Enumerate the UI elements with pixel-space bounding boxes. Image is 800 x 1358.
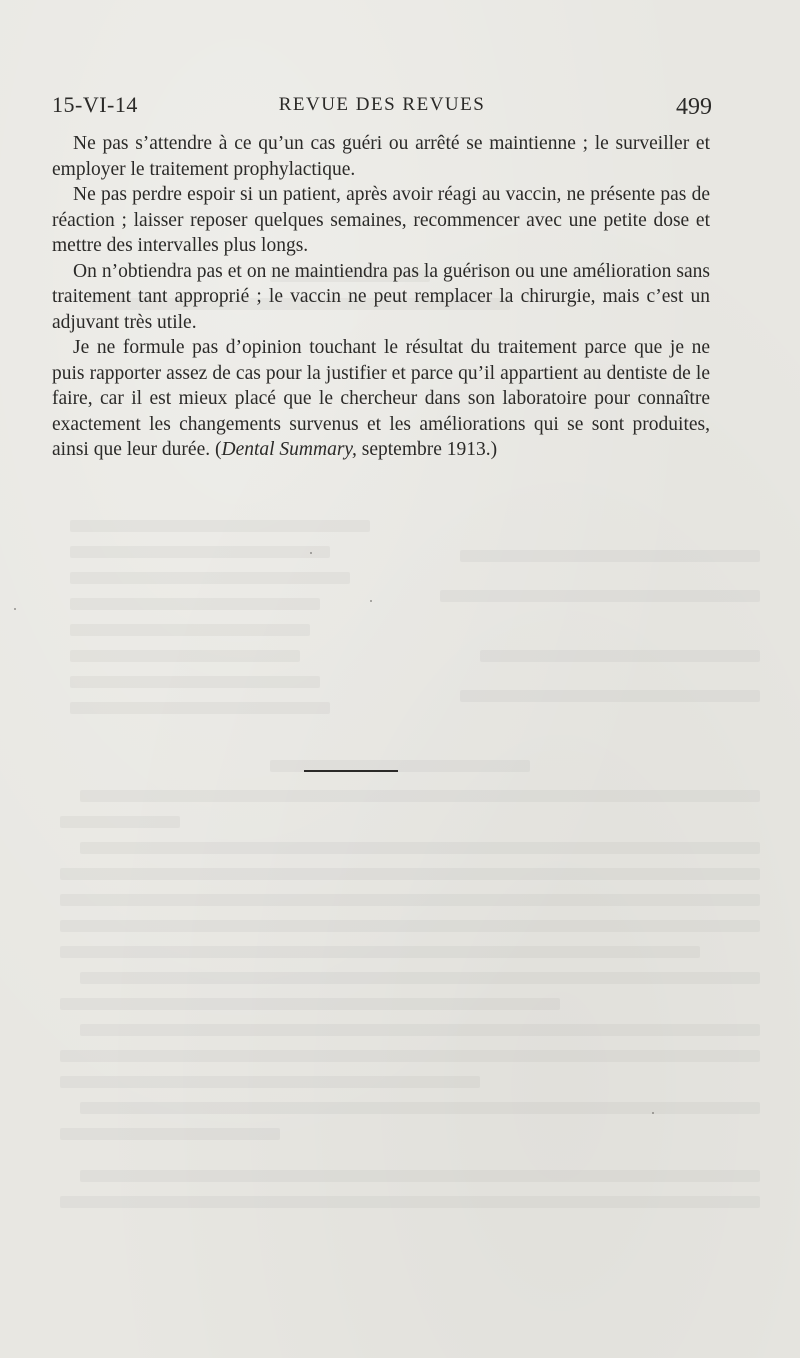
page-speck [14, 608, 16, 610]
source-citation: Dental Summary, [221, 439, 357, 460]
paragraph-text: Je ne formule pas d’opinion touchant le résultat du traitement parce que je ne puis rapporter assez de cas pour la justifier et parce qu’il appartient au dentiste de le faire, car il est mieux placé que le chercheur dans son laboratoire pour connaître exactement les changements survenus et les améliorations qui se sont produites, ainsi que leur durée. ( [52, 337, 710, 460]
issue-date: 15-VI-14 [52, 92, 138, 117]
paragraph [52, 335, 710, 463]
paragraph: Ne pas s’attendre à ce qu’un cas guéri ou arrêté se maintienne ; le surveiller et employer le traitement prophylactique. [52, 133, 710, 180]
article-body [52, 131, 710, 463]
page-speck [370, 600, 372, 602]
page-speck [310, 552, 312, 554]
section-divider [304, 770, 398, 772]
page-speck [652, 1112, 654, 1114]
paragraph: On n’obtiendra pas et on ne maintiendra pas la guérison ou une amélioration sans traitement tant approprié ; le vaccin ne peut remplacer la chirurgie, mais c’est un adjuvant très utile. [52, 260, 710, 333]
citation-date: septembre 1913.) [356, 439, 498, 460]
page-number: 499 [676, 94, 712, 120]
running-title: REVUE DES REVUES [278, 94, 486, 115]
page-header [52, 92, 712, 126]
paragraph: Ne pas perdre espoir si un patient, après avoir réagi au vaccin, ne présente pas de réaction ; laisser reposer quelques semaines, recommencer avec une petite dose et mettre des intervalles plus longs. [52, 184, 710, 256]
